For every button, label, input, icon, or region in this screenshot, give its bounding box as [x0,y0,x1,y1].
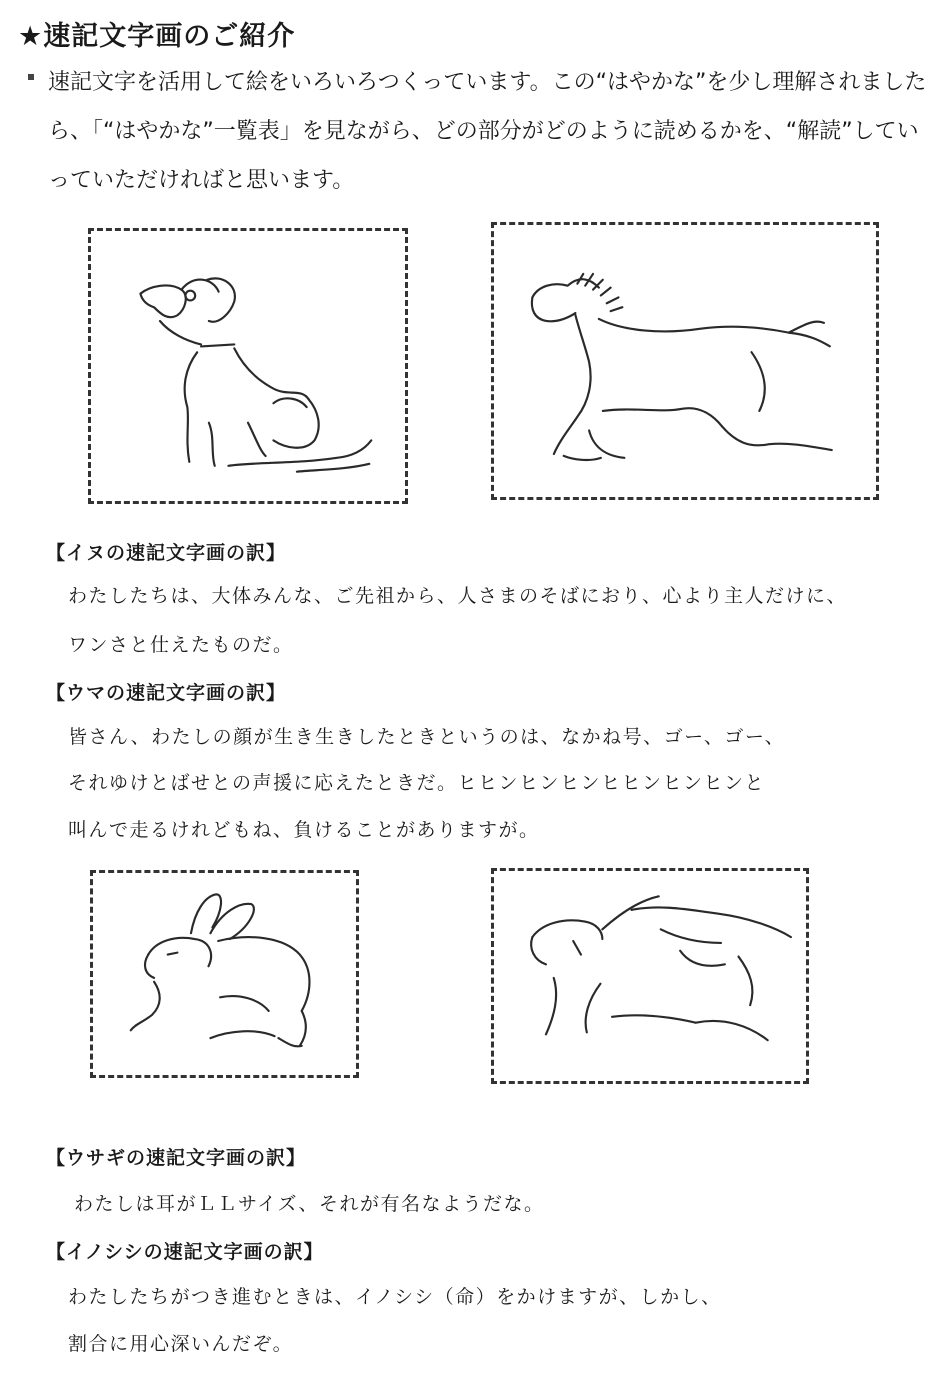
horse-section-title: 【ウマの速記文字画の訳】 [46,682,287,704]
dog-text-line: ワンさと仕えたものだ。 [68,634,294,656]
horse-drawing-frame [491,222,879,500]
rabbit-drawing-frame [90,870,359,1078]
horse-text-line: 叫んで走るけれどもね、負けることがありますが。 [68,819,540,841]
horse-text-line: 皆さん、わたしの顔が生き生きしたときというのは、なかね号、ゴー、ゴー、 [68,726,786,748]
boar-text-line: 割合に用心深いんだぞ。 [68,1333,294,1355]
horse-drawing [494,225,876,497]
boar-section-title: 【イノシシの速記文字画の訳】 [46,1241,324,1263]
page-title: ★速記文字画のご紹介 [18,21,296,52]
intro-text: 速記文字を活用して絵をいろいろつくっています。この“はやかな”を少し理解されましたら、「“はやかな”一覧表」を見ながら、どの部分がどのように読めるかを、“解読”していっていただければと思います。 [48,70,927,193]
rabbit-section-title: 【ウサギの速記文字画の訳】 [46,1147,307,1169]
dog-drawing-frame [88,228,408,504]
rabbit-text-line: わたしは耳がＬＬサイズ、それが有名なようだな。 [74,1193,545,1215]
boar-drawing [494,871,806,1081]
boar-text-line: わたしたちがつき進むときは、イノシシ（命）をかけますが、しかし、 [68,1286,722,1308]
dog-text-line: わたしたちは、大体みんな、ご先祖から、人さまのそばにおり、心より主人だけに、 [68,585,848,607]
horse-text-line: それゆけとばせとの声援に応えたときだ。ヒヒンヒンヒンヒヒンヒンヒンと [68,772,766,794]
dog-drawing [91,231,405,501]
dog-section-title: 【イヌの速記文字画の訳】 [46,542,287,564]
boar-drawing-frame [491,868,809,1084]
bullet-icon [28,74,34,80]
rabbit-drawing [93,873,356,1075]
